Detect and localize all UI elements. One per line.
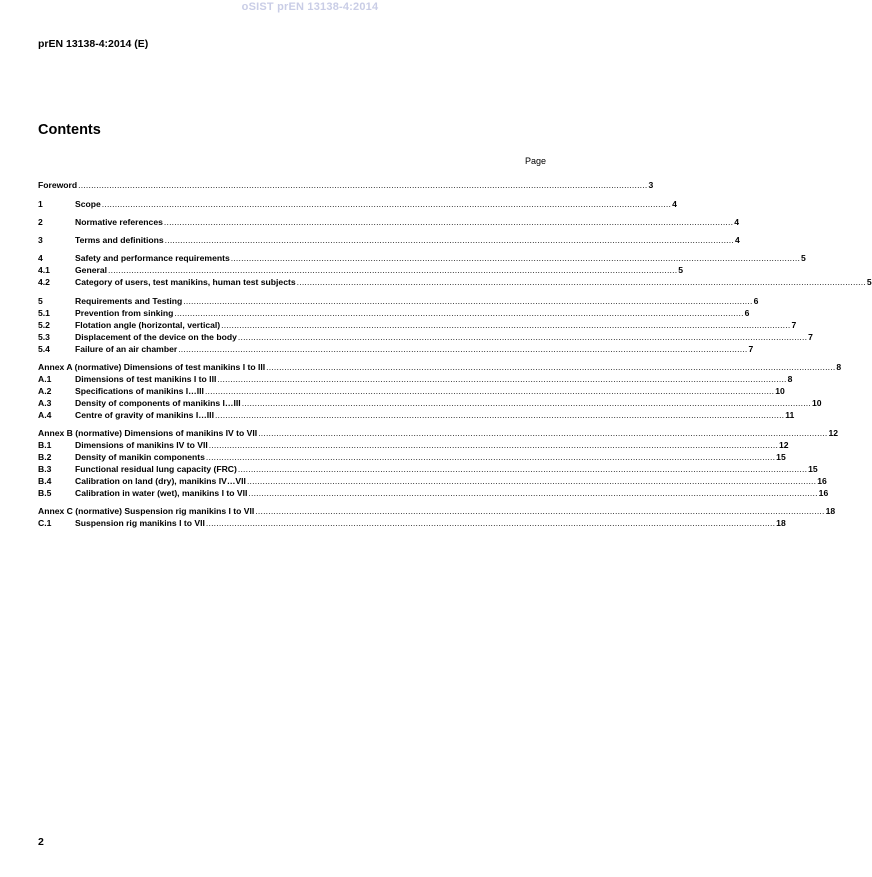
toc-entry-page: 5 [801, 253, 806, 263]
toc-entry-number: C.1 [38, 518, 52, 528]
toc-entry-number: B.4 [38, 476, 52, 486]
toc-entry-title: Normative references [75, 217, 163, 227]
toc-entry[interactable] [38, 308, 750, 319]
dot-leader: ............................................................................................................................................................................................................................ [205, 452, 776, 462]
dot-leader: ............................................................................................................................................................................................................................ [296, 277, 866, 287]
dot-leader: ............................................................................................................................................................................................................................ [178, 344, 748, 354]
toc-entry-page: 5 [678, 265, 684, 275]
toc-entry-title: Requirements and Testing [75, 296, 183, 306]
toc-entry-title: Terms and definitions [75, 235, 164, 245]
toc-entry-page: 15 [808, 464, 818, 474]
toc-entry-page: 18 [825, 506, 836, 516]
toc-entry-number: 5.3 [38, 332, 50, 342]
toc-entry-title: Annex A (normative) Dimensions of test manikins I to III [38, 362, 266, 372]
toc-entry-title: Flotation angle (horizontal, vertical) [75, 320, 221, 330]
toc-entry[interactable] [38, 199, 677, 210]
toc-entry[interactable] [38, 320, 797, 331]
toc-entry[interactable] [38, 235, 740, 246]
dot-leader: ............................................................................................................................................................................................................................ [108, 265, 678, 275]
toc-entry-page: 4 [734, 235, 740, 245]
toc-entry[interactable] [38, 374, 793, 385]
toc-entry-title: Dimensions of manikins IV to VII [75, 440, 208, 450]
dot-leader: ............................................................................................................................................................................................................................ [164, 235, 734, 245]
toc-entry[interactable] [38, 180, 654, 191]
toc-entry-page: 5 [866, 277, 872, 287]
page-title: Contents [38, 122, 101, 138]
toc-entry[interactable] [38, 217, 739, 228]
toc-entry-page: 12 [828, 428, 839, 438]
toc-entry[interactable] [38, 296, 759, 307]
toc-entry-page: 15 [776, 452, 786, 462]
toc-entry-page: 6 [753, 296, 759, 306]
toc-entry-number: 5.4 [38, 344, 50, 354]
toc-entry-page: 12 [779, 440, 789, 450]
toc-entry-title: Specifications of manikins I…III [75, 386, 204, 396]
dot-leader: ............................................................................................................................................................................................................................ [217, 374, 787, 384]
toc-entry[interactable] [38, 506, 836, 517]
toc-entry-title: Annex C (normative) Suspension rig manikins I to VII [38, 506, 255, 516]
toc-entry-title: Density of components of manikins I…III [75, 398, 241, 408]
document-id: prEN 13138-4:2014 (E) [38, 38, 149, 50]
dot-leader: ............................................................................................................................................................................................................................ [230, 253, 801, 263]
toc-entry-number: B.5 [38, 488, 52, 498]
toc-entry-page: 16 [817, 476, 827, 486]
dot-leader: ............................................................................................................................................................................................................................ [174, 308, 744, 318]
toc-entry-title: Prevention from sinking [75, 308, 174, 318]
toc-entry-page: 3 [648, 180, 654, 190]
dot-leader: ............................................................................................................................................................................................................................ [241, 398, 811, 408]
toc-entry[interactable] [38, 452, 786, 463]
toc-entry[interactable] [38, 265, 684, 276]
toc-entry-title: Suspension rig manikins I to VII [75, 518, 205, 528]
dot-leader: ............................................................................................................................................................................................................................ [101, 199, 672, 209]
toc-entry-number: A.4 [38, 410, 52, 420]
toc-entry-title: Category of users, test manikins, human test subjects [75, 277, 296, 287]
toc-entry[interactable] [38, 410, 795, 421]
toc-entry-page: 7 [808, 332, 813, 342]
dot-leader: ............................................................................................................................................................................................................................ [208, 440, 779, 450]
dot-leader: ............................................................................................................................................................................................................................ [78, 180, 648, 190]
dot-leader: ............................................................................................................................................................................................................................ [183, 296, 753, 306]
dot-leader: ............................................................................................................................................................................................................................ [258, 428, 828, 438]
toc-entry-number: A.3 [38, 398, 52, 408]
toc-entry-page: 10 [775, 386, 785, 396]
toc-entry[interactable] [38, 386, 785, 397]
dot-leader: ............................................................................................................................................................................................................................ [221, 320, 791, 330]
toc-entry-page: 7 [748, 344, 754, 354]
toc-entry-number: 2 [38, 217, 43, 227]
toc-entry-number: 4 [38, 253, 43, 263]
toc-entry-page: 8 [787, 374, 793, 384]
toc-entry-title: Displacement of the device on the body [75, 332, 237, 342]
toc-entry-title: Safety and performance requirements [75, 253, 230, 263]
toc-entry-number: 4.1 [38, 265, 50, 275]
toc-entry-page: 7 [791, 320, 797, 330]
toc-entry-number: A.1 [38, 374, 52, 384]
toc-entry[interactable] [38, 488, 829, 499]
dot-leader: ............................................................................................................................................................................................................................ [255, 506, 825, 516]
toc-entry-number: 5 [38, 296, 43, 306]
toc-entry-title: Foreword [38, 180, 78, 190]
toc-entry[interactable] [38, 428, 839, 439]
toc-entry-page: 10 [811, 398, 822, 408]
toc-entry[interactable] [38, 440, 789, 451]
toc-entry-title: Functional residual lung capacity (FRC) [75, 464, 237, 474]
toc-entry-number: A.2 [38, 386, 52, 396]
dot-leader: ............................................................................................................................................................................................................................ [248, 488, 818, 498]
toc-entry[interactable] [38, 518, 786, 529]
dot-leader: ............................................................................................................................................................................................................................ [266, 362, 836, 372]
toc-entry-page: 4 [672, 199, 677, 209]
toc-entry-page: 11 [785, 410, 795, 420]
toc-entry-number: 3 [38, 235, 43, 245]
page-number: 2 [38, 836, 44, 848]
dot-leader: ............................................................................................................................................................................................................................ [237, 332, 808, 342]
toc-entry-number: B.2 [38, 452, 52, 462]
toc-entry[interactable] [38, 277, 872, 288]
toc-entry-page: 8 [836, 362, 842, 372]
toc-entry-title: Annex B (normative) Dimensions of manikins IV to VII [38, 428, 258, 438]
toc-entry[interactable] [38, 464, 818, 475]
toc-entry-number: 1 [38, 199, 43, 209]
toc-entry-number: 5.2 [38, 320, 50, 330]
dot-leader: ............................................................................................................................................................................................................................ [204, 386, 775, 396]
page-column-label: Page [524, 156, 546, 166]
toc-entry-title: Density of manikin components [75, 452, 205, 462]
toc-entry-page: 18 [776, 518, 786, 528]
toc-entry[interactable] [38, 332, 813, 343]
dot-leader: ............................................................................................................................................................................................................................ [214, 410, 785, 420]
toc-entry[interactable] [38, 344, 754, 355]
dot-leader: ............................................................................................................................................................................................................................ [237, 464, 808, 474]
toc-entry-title: Dimensions of test manikins I to III [75, 374, 217, 384]
toc-entry-number: 4.2 [38, 277, 50, 287]
watermark: oSIST prEN 13138-4:2014 [241, 1, 379, 13]
toc-entry[interactable] [38, 398, 822, 409]
toc-entry-title: Calibration in water (wet), manikins I to VII [75, 488, 248, 498]
dot-leader: ............................................................................................................................................................................................................................ [246, 476, 817, 486]
toc-entry-title: General [75, 265, 108, 275]
toc-entry-page: 6 [744, 308, 750, 318]
toc-entry-title: Calibration on land (dry), manikins IV…VII [75, 476, 246, 486]
toc-entry[interactable] [38, 362, 842, 373]
toc-entry-number: 5.1 [38, 308, 50, 318]
toc-entry-page: 4 [734, 217, 739, 227]
toc-entry-number: B.1 [38, 440, 52, 450]
toc-entry[interactable] [38, 253, 806, 264]
toc-entry-title: Centre of gravity of manikins I…III [75, 410, 214, 420]
toc-entry[interactable] [38, 476, 827, 487]
dot-leader: ............................................................................................................................................................................................................................ [163, 217, 734, 227]
toc-entry-title: Failure of an air chamber [75, 344, 178, 354]
dot-leader: ............................................................................................................................................................................................................................ [205, 518, 776, 528]
toc-entry-page: 16 [818, 488, 829, 498]
toc-entry-title: Scope [75, 199, 101, 209]
toc-entry-number: B.3 [38, 464, 52, 474]
